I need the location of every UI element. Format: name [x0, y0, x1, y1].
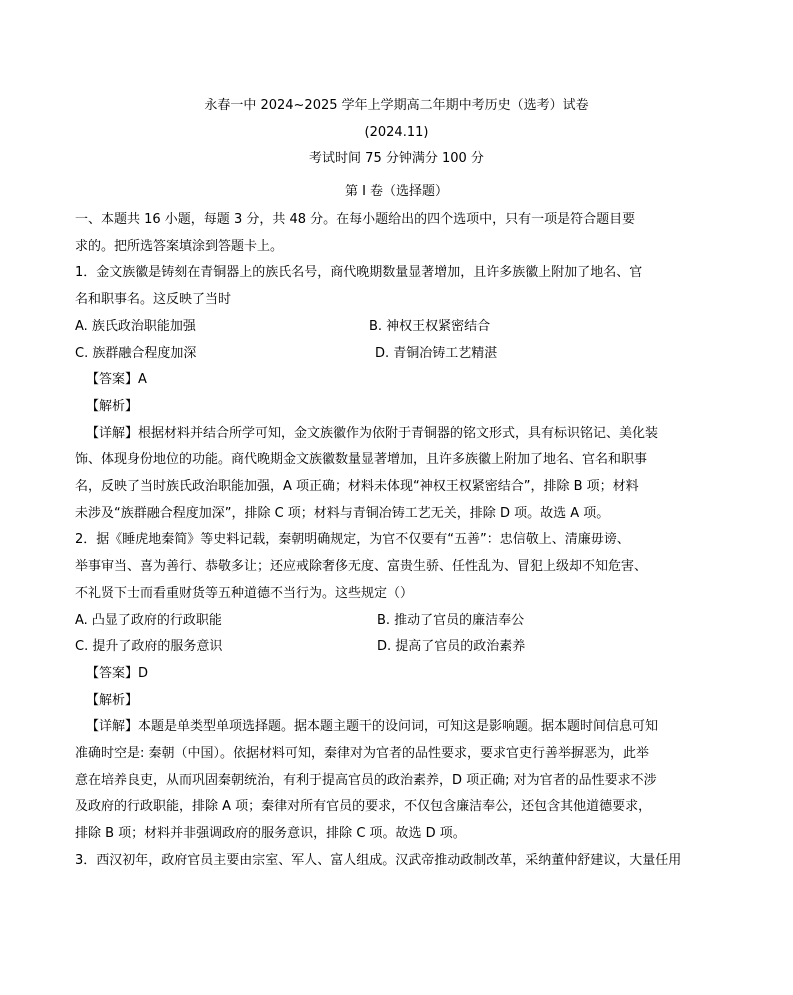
option-b: B. 神权王权紧密结合 — [369, 318, 491, 334]
question-2-detail: 意在培养良吏，从而巩固秦朝统治，有利于提高官员的政治素养，D 项正确; 对为官者的品性要求不涉 — [75, 772, 657, 788]
question-2-answer: 【答案】D — [86, 665, 149, 681]
option-a: A. 凸显了政府的行政职能 — [75, 612, 222, 628]
question-2-options-row — [75, 608, 725, 635]
option-d: D. 青铜冶铸工艺精湛 — [375, 345, 498, 361]
question-2-stem: 不礼贤下士而看重财货等五种道德不当行为。这些规定（） — [75, 585, 414, 601]
instructions-line: 一、本题共 16 小题，每题 3 分，共 48 分。在每小题给出的四个选项中，只有一项是符合题目要 — [75, 212, 636, 227]
exam-title: 永春一中 2024~2025 学年上学期高二年期中考历史（选考）试卷 — [204, 98, 589, 113]
section-heading: 第 I 卷（选择题） — [344, 184, 449, 199]
question-1-analysis-label: 【解析】 — [86, 398, 139, 414]
question-2-detail: 准确时空是: 秦朝（中国）。依据材料可知，秦律对为官者的品性要求，要求官吏行善举摒恶为，此举 — [75, 746, 650, 762]
question-1-detail: 【详解】根据材料并结合所学可知，金文族徽作为依附于青铜器的铭文形式，具有标识铭记、美化装 — [86, 425, 659, 441]
question-1-stem: 1．金文族徽是铸刻在青铜器上的族氏名号，商代晚期数量显著增加，且许多族徽上附加了地名、官 — [75, 265, 643, 281]
option-c: C. 族群融合程度加深 — [75, 345, 197, 361]
exam-body — [75, 207, 725, 875]
option-b: B. 推动了官员的廉洁奉公 — [377, 612, 525, 628]
option-d: D. 提高了官员的政治素养 — [377, 639, 526, 655]
question-3-stem: 3．西汉初年，政府官员主要由宗室、军人、富人组成。汉武帝推动政制改革，采纳董仲舒建议，大量任用 — [75, 852, 682, 868]
question-2-detail: 【详解】本题是单类型单项选择题。据本题主题干的设问词，可知这是影响题。据本题时间信息可知 — [86, 719, 659, 735]
question-2-analysis-label: 【解析】 — [86, 692, 139, 708]
question-2-detail: 及政府的行政职能，排除 A 项；秦律对所有官员的要求，不仅包含廉洁奉公，还包含其他道德要求， — [75, 799, 652, 815]
question-1-detail: 饰、体现身份地位的功能。商代晚期金文族徽数量显著增加，且许多族徽上附加了地名、官名和职事 — [75, 452, 648, 468]
option-c: C. 提升了政府的服务意识 — [75, 639, 223, 655]
exam-duration: 考试时间 75 分钟满分 100 分 — [309, 151, 484, 166]
question-1-stem: 名和职事名。这反映了当时 — [75, 292, 232, 308]
question-1-options-row — [75, 341, 725, 368]
option-a: A. 族氏政治职能加强 — [75, 318, 196, 334]
exam-date: (2024.11) — [364, 125, 429, 140]
question-2-stem: 2．据《睡虎地秦简》等史料记载，秦朝明确规定，为官不仅要有“五善”：忠信敬上、清廉毋谤、 — [75, 532, 630, 548]
question-1-detail: 未涉及“族群融合程度加深”，排除 C 项；材料与青铜冶铸工艺无关，排除 D 项。故选 A 项。 — [75, 505, 610, 521]
question-2-detail: 排除 B 项；材料并非强调政府的服务意识，排除 C 项。故选 D 项。 — [75, 826, 466, 842]
question-1-options-row — [75, 314, 725, 341]
question-1-answer: 【答案】A — [86, 372, 147, 388]
question-2-options-row — [75, 634, 725, 661]
instructions-line: 求的。把所选答案填涂到答题卡上。 — [75, 238, 284, 254]
question-2-stem: 举事审当、喜为善行、恭敬多让；还应戒除奢侈无度、富贵生骄、任性乱为、冒犯上级却不知危害、 — [75, 559, 648, 575]
question-1-detail: 名，反映了当时族氏政治职能加强，A 项正确；材料未体现“神权王权紧密结合”，排除 B 项；材料 — [75, 479, 639, 495]
